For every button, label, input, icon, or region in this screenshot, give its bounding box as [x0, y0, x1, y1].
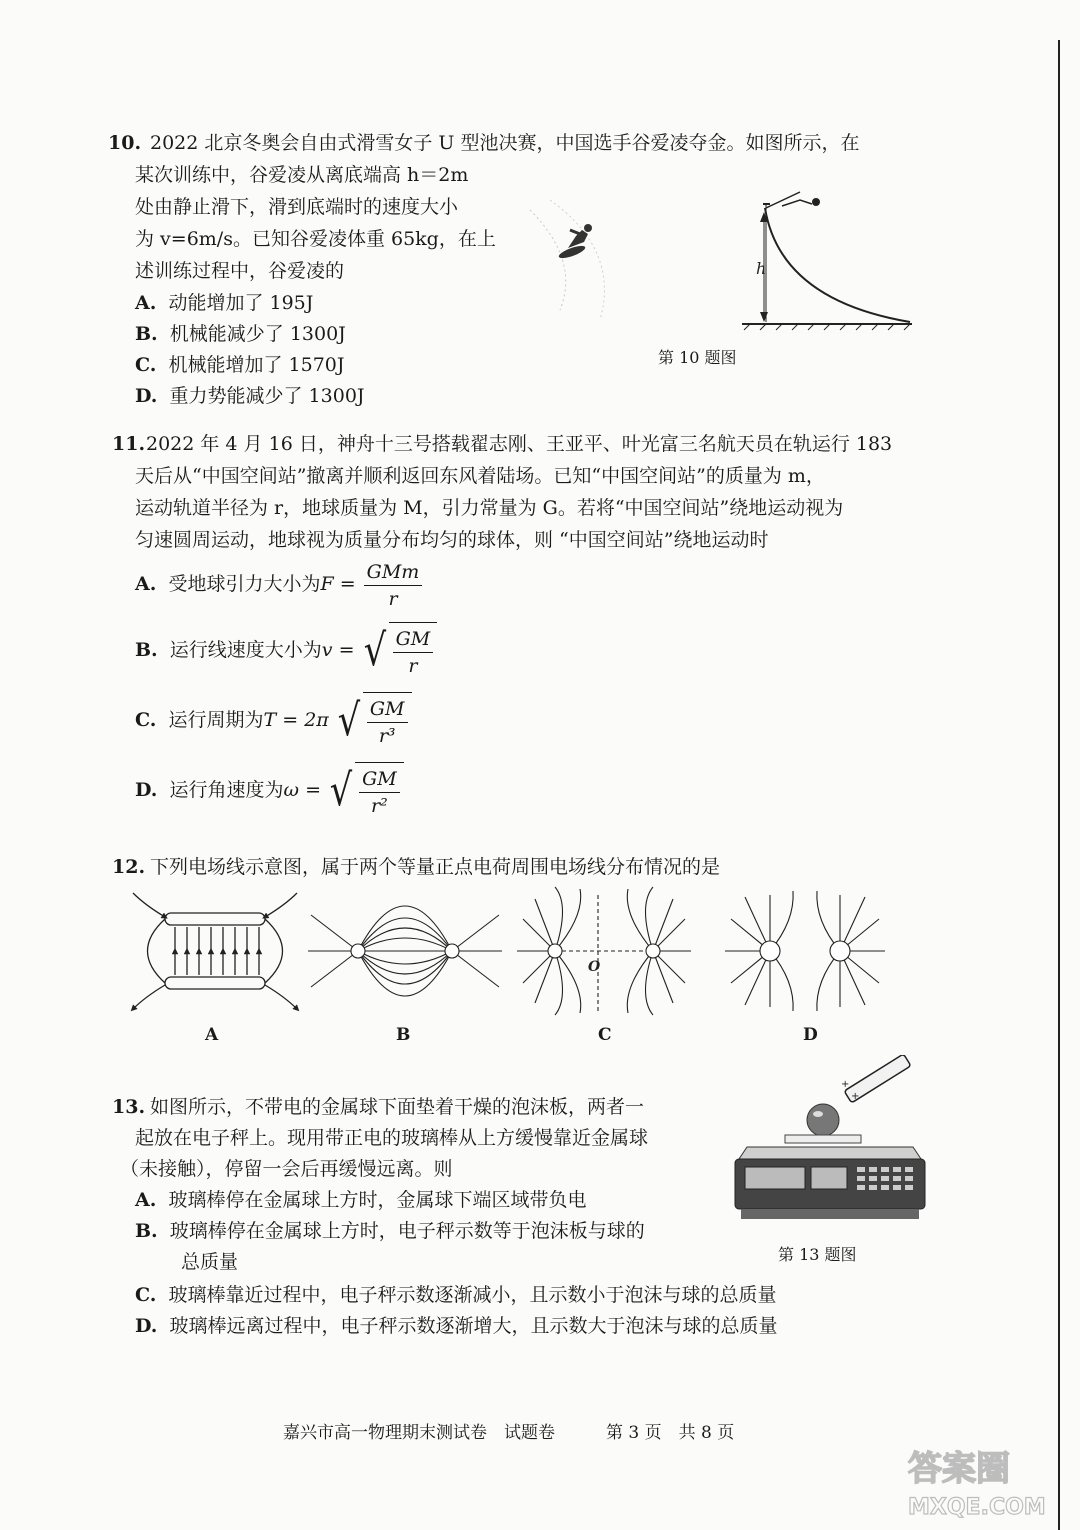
- q12-label-a: A: [205, 1025, 219, 1045]
- q12-label-d: D: [803, 1025, 818, 1045]
- q13-caption: 第 13 题图: [778, 1245, 857, 1264]
- q10-halfpipe-figure: [520, 190, 920, 340]
- q11-line2: 天后从“中国空间站”撤离并顺利返回东风着陆场。已知“中国空间站”的质量为 m，: [135, 465, 825, 487]
- watermark-logo: [900, 1440, 1070, 1520]
- svg-text:MXQE.COM: MXQE.COM: [908, 1495, 1046, 1520]
- q12-field-diagrams: [125, 885, 905, 1025]
- diagram-a-parallel-plates: [133, 893, 297, 1009]
- q10-option-d: D. 重力势能减少了 1300J: [135, 385, 365, 407]
- q10-option-b: B. 机械能减少了 1300J: [135, 323, 346, 345]
- q13-line1: 如图所示，不带电的金属球下面垫着干燥的泡沫板，两者一: [150, 1096, 645, 1118]
- glass-rod-icon: [841, 1055, 911, 1103]
- q11-option-a: A. 受地球引力大小为F = $\frac{\text{GMm}}{r}$: [135, 556, 424, 612]
- q11-option-c: C. 运行周期为T = 2π √ $\frac{GM}{\text{r³}}$: [135, 692, 412, 750]
- q13-number: 13.: [112, 1096, 146, 1118]
- q13-option-a: A. 玻璃棒停在金属球上方时，金属球下端区域带负电: [135, 1189, 587, 1211]
- skier-top-icon: [766, 192, 820, 208]
- q13-scale-figure: [725, 1055, 935, 1235]
- svg-text:+: +: [841, 1079, 850, 1090]
- q10-h-label: h: [756, 259, 767, 278]
- q10-number: 10.: [108, 132, 142, 154]
- foam-board: [785, 1135, 861, 1143]
- q12-o-label: O: [588, 959, 601, 975]
- q10-option-a: A. 动能增加了 195J: [135, 292, 314, 314]
- skier-icon: [557, 224, 592, 261]
- diagram-d-like-charges: [725, 891, 885, 1011]
- q10-caption: 第 10 题图: [658, 348, 737, 367]
- q10-line2: 某次训练中，谷爱凌从离底端高 h＝2m: [135, 164, 469, 186]
- q13-option-b: B. 玻璃棒停在金属球上方时，电子秤示数等于泡沫板与球的: [135, 1220, 645, 1242]
- q11-line4: 匀速圆周运动，地球视为质量分布均匀的球体，则 “中国空间站”绕地运动时: [135, 529, 769, 551]
- q12-label-b: B: [396, 1025, 411, 1045]
- q13-line2: 起放在电子秤上。现用带正电的玻璃棒从上方缓慢靠近金属球: [135, 1127, 649, 1149]
- q12-label-c: C: [598, 1025, 612, 1045]
- q11-option-d: D. 运行角速度为ω = √ $\frac{GM}{\text{r²}}$: [135, 762, 404, 820]
- diagram-c-like-charges: [517, 887, 691, 1015]
- svg-text:+: +: [851, 1091, 860, 1102]
- q10-line3: 处由静止滑下，滑到底端时的速度大小: [135, 196, 459, 218]
- metal-ball-icon: [807, 1104, 839, 1136]
- scan-edge-line: [1058, 40, 1060, 1530]
- q10-line4: 为 v=6m/s。已知谷爱凌体重 65kg，在上: [135, 228, 496, 250]
- q11-option-b: B. 运行线速度大小为v = √ $\frac{GM}{r}$: [135, 622, 437, 680]
- q10-option-c: C. 机械能增加了 1570J: [135, 354, 345, 376]
- q11-number: 11.: [112, 433, 146, 455]
- page-footer: 嘉兴市高一物理期末测试卷 试题卷 第 3 页 共 8 页: [283, 1423, 735, 1443]
- q10-line5: 述训练过程中，谷爱凌的: [135, 260, 345, 282]
- q13-line3: （未接触），停留一会后再缓慢远离。则: [120, 1158, 453, 1180]
- q11a-fraction: $\frac{\text{GMm}}{r}$: [364, 559, 423, 612]
- q13-option-b-cont: 总质量: [181, 1251, 239, 1273]
- q11-line1: 2022 年 4 月 16 日，神舟十三号搭载翟志刚、王亚平、叶光富三名航天员在轨运行 183: [146, 433, 893, 455]
- q11c-sqrt: √ $\frac{GM}{\text{r³}}$: [335, 692, 412, 750]
- q11b-sqrt: √ $\frac{GM}{r}$: [361, 622, 438, 680]
- svg-text:答案圈: 答案圈: [908, 1449, 1010, 1489]
- q11d-sqrt: √ $\frac{GM}{\text{r²}}$: [327, 762, 404, 820]
- q10-line1: 2022 北京冬奥会自由式滑雪女子 U 型池决赛，中国选手谷爱凌夺金。如图所示，在: [150, 132, 860, 154]
- q12-number: 12.: [112, 856, 146, 878]
- q11-line3: 运动轨道半径为 r，地球质量为 M，引力常量为 G。若将“中国空间站”绕地运动视为: [135, 497, 844, 519]
- q13-option-d: D. 玻璃棒远离过程中，电子秤示数逐渐增大，且示数大于泡沫与球的总质量: [135, 1315, 778, 1337]
- q12-text: 下列电场线示意图，属于两个等量正点电荷周围电场线分布情况的是: [150, 856, 721, 878]
- diagram-b-dipole: [308, 906, 502, 996]
- q13-option-c: C. 玻璃棒靠近过程中，电子秤示数逐渐减小，且示数小于泡沫与球的总质量: [135, 1284, 777, 1306]
